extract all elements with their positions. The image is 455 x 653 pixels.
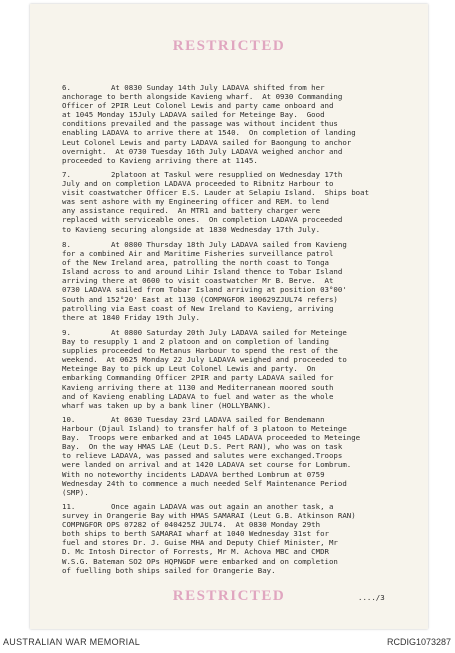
paragraph-11: 11. Once again LADAVA was out again an another task, a survey in Orangerie Bay with HMAS SAMARAI (Leut G.B. Atkinson RAN) COMPNGFOR OPS 07282 of 040425Z JUL74. At 0830 Monday 29th both ships to berth SAMARAI wharf at 1040 Wednesday 31st for fuel and stores Dr. J. Guise MHA and Deputy Chief Minister, Mr D. Mc Intosh Director of Forrests, Mr M. Achova MBC and CMDR W.S.G. Bateman SO2 OPs HQPNGDF were embarked and on completion of fuelling both ships sailed for Orangerie Bay. bbox=[62, 502, 356, 575]
restricted-stamp-top: RESTRICTED bbox=[172, 38, 286, 54]
paragraph-7: 7. 2platoon at Taskul were resupplied on Wednesday 17th July and on completion LADAVA proceeded to Ribnitz Harbour to visit coastwatcher Officer E.S. Lauder at Selapiu Island. Ships boat was sent ashore with my Engineering officer and REM. to lend any assistance required. An MTR1 and battery charger were replaced with serviceable ones. On completion LADAVA proceeded to Kavieng securing alongside at 1830 Wednesday 17th July. bbox=[62, 170, 370, 234]
paragraph-9: 9. At 0800 Saturday 20th July LADAVA sailed for Meteinge Bay to resupply 1 and 2 platoon and on completion of landing supplies proceeded to Metanus Harbour to spend the rest of the weekend. At 0625 Monday 22 July LADAVA weighed and proceeded to Meteinge Bay to pick up Leut Colonel Lewis and party. On embarking Commanding Officer 2PIR and party LADAVA sailed for Kavieng arriving there at 1130 and Mediterranean moored south and of Kavieng enabling LADAVA to fuel and water as the whole wharf was taken up by a bank liner (HOLLYBANK). bbox=[62, 328, 347, 410]
paragraph-8: 8. At 0800 Thursday 18th July LADAVA sailed from Kavieng for a combined Air and Maritime Fisheries surveillance patrol of the New Ireland area, patrolling the north coast to Tonga Island across to and around Lihir Island thence to Tobar Island arriving there at 0600 to visit coastwatcher Mr B. Berve. At 0730 LADAVA sailed from Tobar Island arriving at position 03°00' South and 152°20' East at 1130 (COMPNGFOR 100629ZJUL74 refers) patrolling via East coast of New Ireland to Kavieng, arriving there at 1840 Friday 19th July. bbox=[62, 240, 347, 322]
page-continuation-mark: ..../3 bbox=[358, 593, 385, 602]
restricted-stamp-bottom: RESTRICTED bbox=[172, 588, 286, 604]
paragraph-6: 6. At 0830 Sunday 14th July LADAVA shifted from her anchorage to berth alongside Kavieng wharf. At 0930 Commanding Officer of 2PIR Leut Colonel Lewis and party came onboard and at 1045 Monday 15July LADAVA sailed for Meteinge Bay. Good conditions prevailed and the passage was without incident thus enabling LADAVA to arrive there at 1540. On completion of landing Leut Colonel Lewis and party LADAVA sailed for Baongung to anchor overnight. At 0730 Tuesday 16th July LADAVA weighed anchor and proceeded to Kavieng arriving there at 1145. bbox=[62, 83, 356, 165]
archive-credit: AUSTRALIAN WAR MEMORIAL bbox=[3, 637, 141, 647]
record-id: RCDIG1073287 bbox=[386, 637, 451, 647]
document-page bbox=[30, 4, 428, 629]
paragraph-10: 10. At 0630 Tuesday 23rd LADAVA sailed for Bendemann Harbour (Djaul Island) to transfer half of 3 platoon to Meteinge Bay. Troops were embarked and at 1045 LADAVA proceeded to Meteinge Bay. On the way HMAS LAE (Leut D.S. Pert RAN), who was on task to relieve LADAVA, was passed and salutes were exchanged.Troops were landed on arrival and at 1420 LADAVA set course for Lombrum. With no noteworthy incidents LADAVA berthed Lombrum at 0759 Wednesday 24th to commence a much needed Self Maintenance Period (SMP). bbox=[62, 415, 361, 497]
